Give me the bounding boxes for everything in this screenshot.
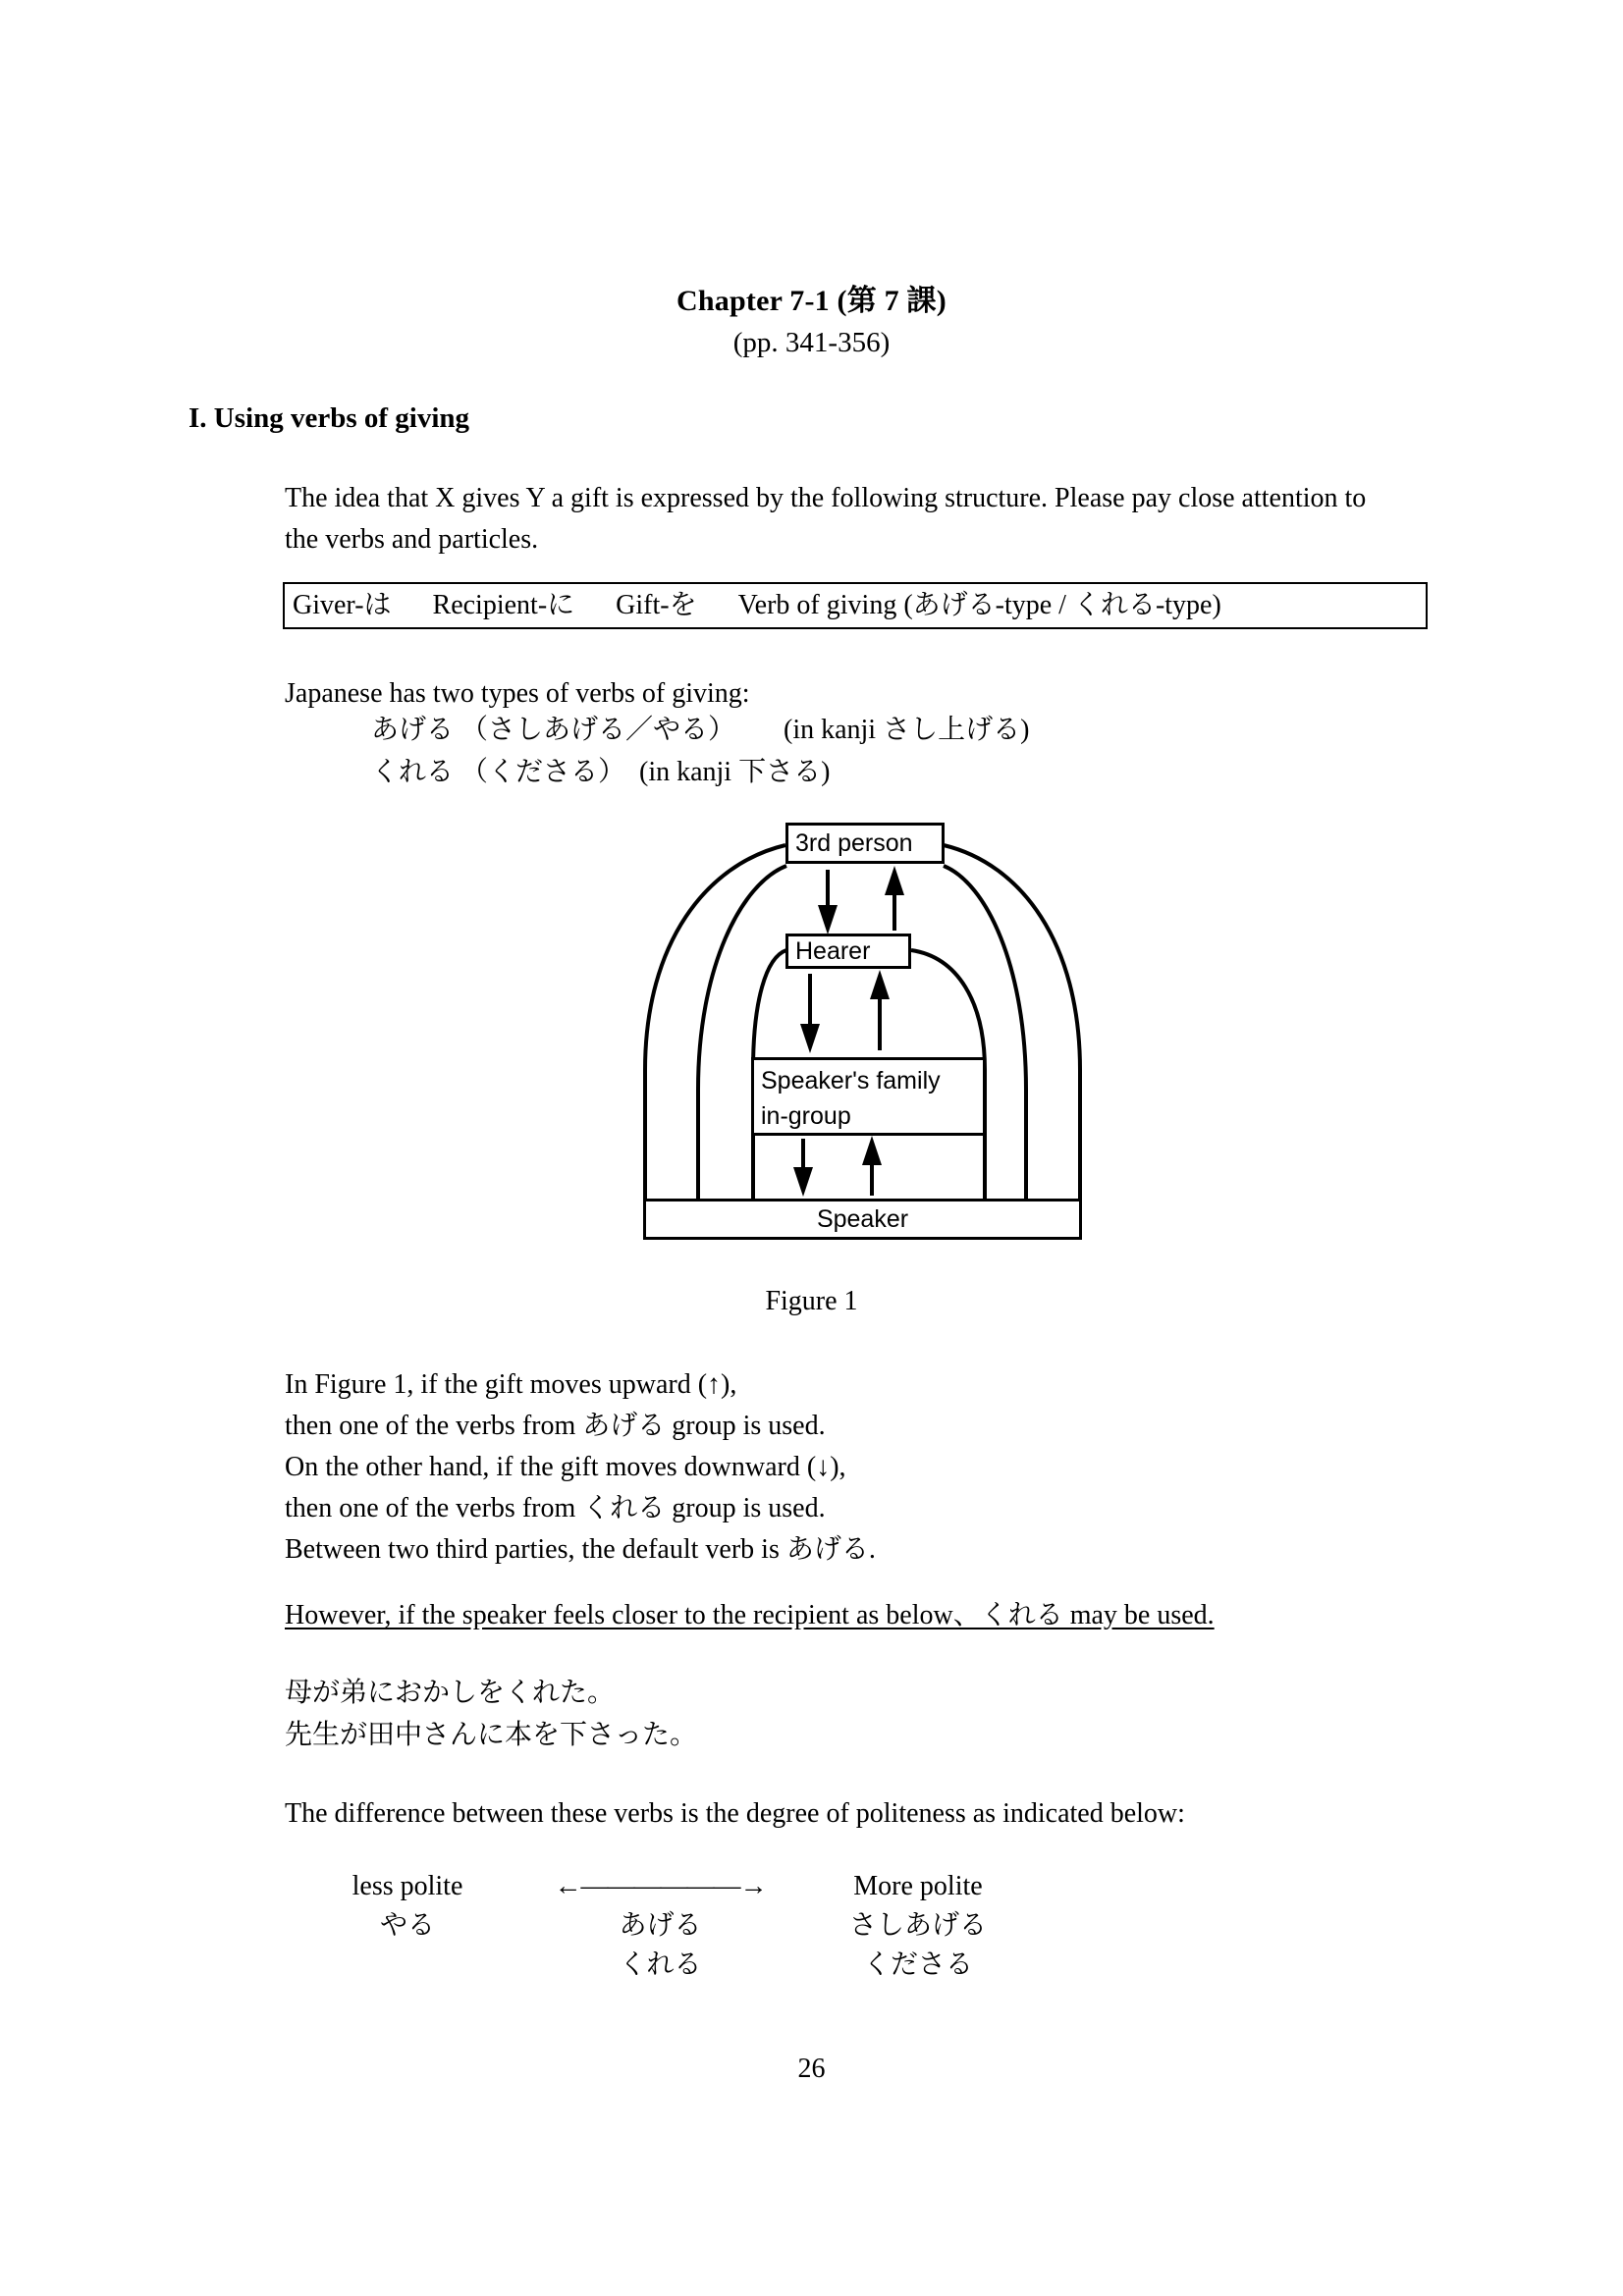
figure-box-hearer-label: Hearer (795, 936, 871, 965)
verb-types-intro: Japanese has two types of verbs of giving: (285, 678, 750, 709)
middle-arch-right (944, 866, 1026, 1200)
title-block (0, 283, 1623, 362)
explanation-line-4: then one of the verbs from くれる group is used. (285, 1493, 826, 1523)
politeness-arrow-icon: ←——————→ (554, 1871, 767, 1901)
explanation-line-3: On the other hand, if the gift moves downward (↓), (285, 1452, 846, 1482)
figure-box-speakers-family (751, 1057, 986, 1136)
explanation-line-2: then one of the verbs from あげる group is used. (285, 1411, 826, 1441)
politeness-more-label: More polite (853, 1871, 983, 1901)
outer-arch (645, 845, 785, 1200)
up-arrow-hearer-to-3rd (885, 866, 904, 931)
figure-explanation (285, 1364, 876, 1571)
politeness-row2-right: さしあげる (848, 1909, 987, 1941)
figure-box-speaker-label: Speaker (816, 1204, 909, 1233)
figure-box-hearer (785, 934, 911, 969)
politeness-scale-row-3 (285, 1946, 1267, 1985)
politeness-row3-mid: くれる (619, 1949, 702, 1980)
figure-box-third-person-label: 3rd person (795, 828, 913, 857)
politeness-row2-mid: あげる (619, 1909, 702, 1941)
politeness-row3-right: くださる (862, 1949, 973, 1980)
figure-box-third-person (785, 823, 945, 864)
politeness-less-label: less polite (352, 1871, 463, 1901)
structure-box (283, 582, 1428, 629)
figure-box-family-label-line2: in-group (761, 1101, 851, 1130)
verb-row-kureru: くれる （くださる） (in kanji 下さる) (371, 756, 831, 787)
down-arrow-hearer-to-family (800, 974, 820, 1053)
figure-box-speaker (643, 1199, 1082, 1240)
up-arrow-family-to-hearer (870, 970, 890, 1050)
verb-types-list (285, 710, 1029, 793)
politeness-scale-header-row (285, 1867, 1267, 1906)
example-sentence-1: 母が弟におかしをくれた。 (285, 1678, 616, 1708)
politeness-scale-row-2 (285, 1906, 1267, 1946)
figure-caption: Figure 1 (765, 1286, 858, 1316)
politeness-scale (285, 1867, 1267, 1984)
verb-row-ageru: あげる （さしあげる／やる） (in kanji さし上げる) (371, 715, 1030, 745)
figure-box-family-label-line1: Speaker's family (761, 1067, 941, 1095)
up-arrow-speaker-to-family (862, 1136, 882, 1196)
politeness-intro: The difference between these verbs is the degree of politeness as indicated below: (285, 1798, 1185, 1829)
structure-box-text: Giver-は Recipient-に Gift-を Verb of giving (あげる-type / くれる-type) (293, 590, 1221, 620)
politeness-row2-left: やる (379, 1909, 435, 1941)
middle-arch (698, 866, 786, 1200)
page-title: Chapter 7-1 (第 7 課) (676, 285, 947, 317)
example-sentence-2: 先生が田中さんに本を下さった。 (285, 1720, 698, 1751)
outer-arch-right (944, 845, 1080, 1200)
explanation-line-5: Between two third parties, the default verb is あげる. (285, 1534, 876, 1565)
page-number: 26 (797, 2054, 826, 2084)
japanese-examples (285, 1672, 697, 1757)
section-heading: I. Using verbs of giving (189, 402, 470, 434)
politeness-row3-left (285, 1946, 530, 1985)
down-arrow-family-to-speaker (793, 1139, 813, 1197)
explanation-line-1: In Figure 1, if the gift moves upward (↑), (285, 1369, 737, 1400)
page-subtitle: (pp. 341-356) (732, 326, 891, 358)
down-arrow-3rd-to-hearer (818, 870, 838, 934)
intro-paragraph: The idea that X gives Y a gift is expressed by the following structure. Please pay close attention to the verbs and particles. (285, 483, 1367, 555)
however-note: However, if the speaker feels closer to the recipient as below、くれる may be used. (285, 1600, 1215, 1630)
